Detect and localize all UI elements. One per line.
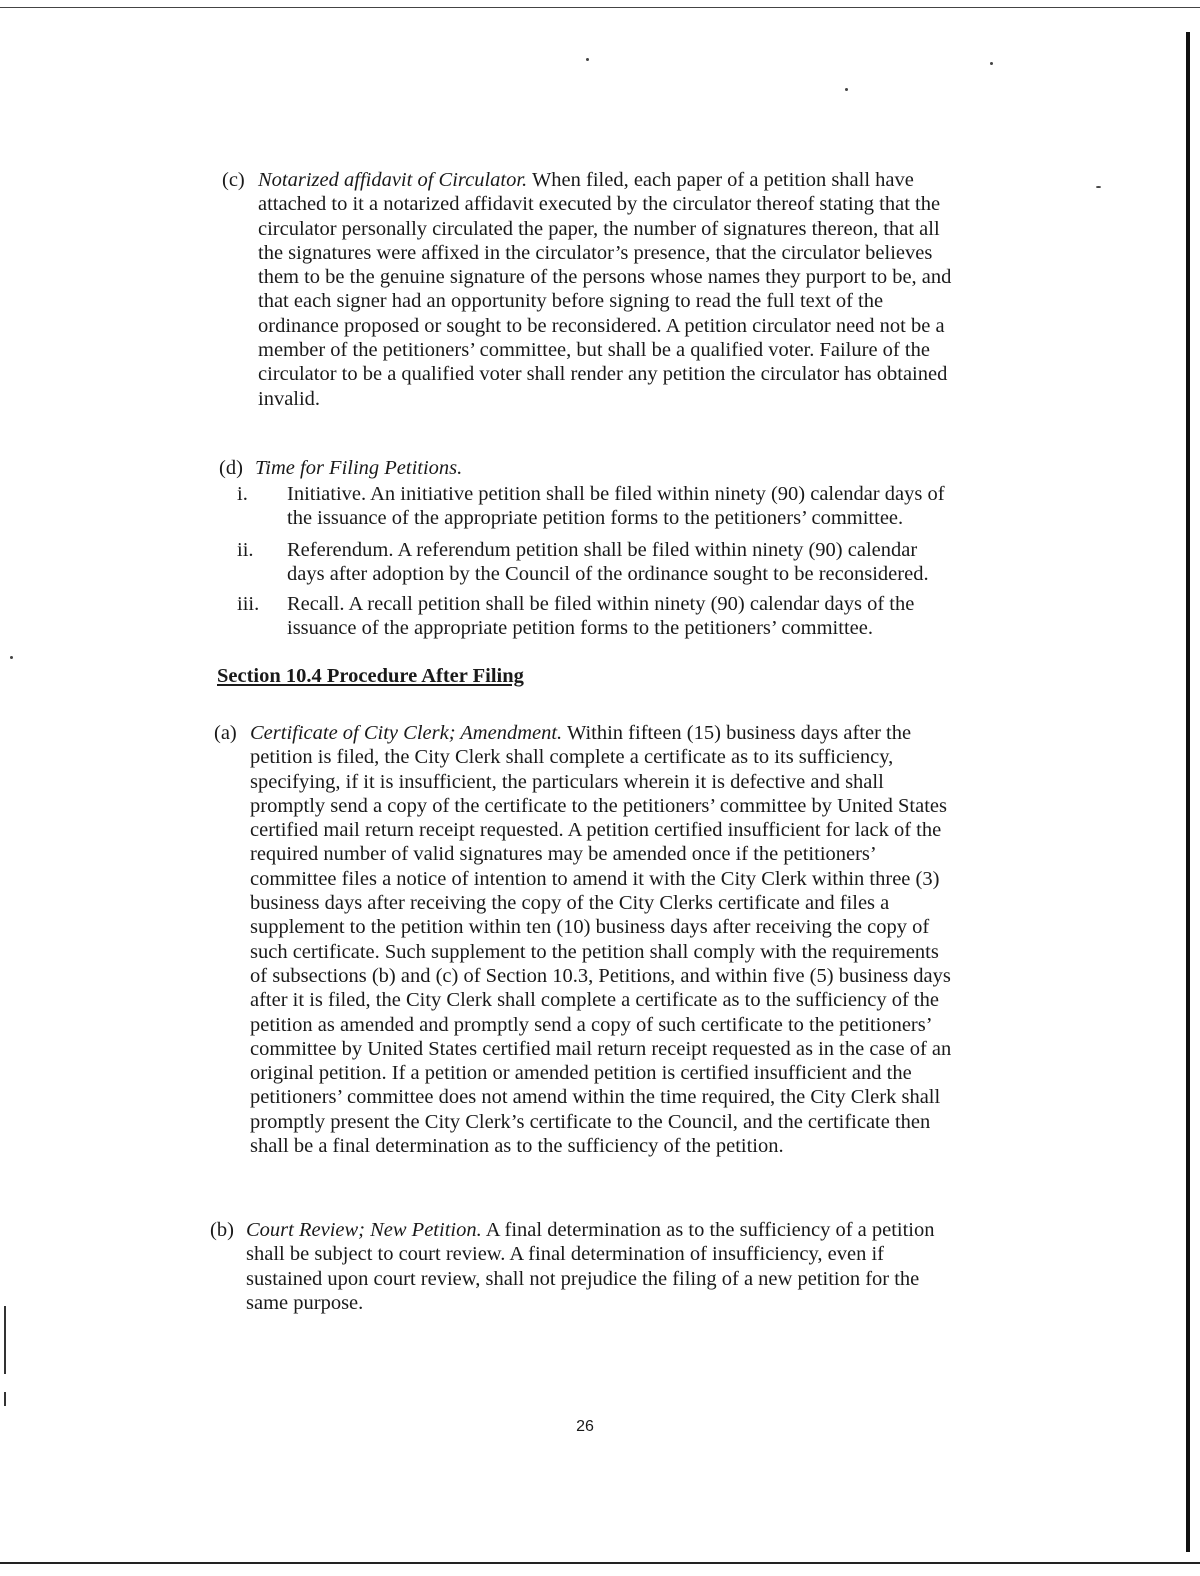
paragraph-line: committee files a notice of intention to amend it with the City Clerk within three (3)	[250, 867, 940, 890]
paragraph-line: business days after receiving the copy of the City Clerks certificate and files a	[250, 892, 890, 915]
paragraph-label: (a)	[214, 722, 237, 744]
paragraph-b	[210, 1218, 935, 1315]
paragraph-line: invalid.	[258, 387, 321, 410]
paragraph-line: certified mail return receipt requested. A petition certified insufficient for lack of the	[250, 819, 942, 842]
paragraph-line: circulator to be a qualified voter shall render any petition the circulator has obtained	[258, 363, 948, 386]
paragraph-line: petition is filed, the City Clerk shall complete a certificate as to its sufficiency,	[250, 746, 894, 769]
paragraph-line: required number of valid signatures may be amended once if the petitioners’	[250, 843, 877, 866]
scan-speck	[1096, 186, 1101, 188]
paragraph-a	[214, 721, 952, 1158]
scan-speck	[845, 88, 848, 91]
paragraph-line: petitioners’ committee does not amend within the time required, the City Clerk shall	[250, 1086, 941, 1109]
scan-speck	[10, 656, 13, 659]
page-number: 26	[576, 1418, 594, 1435]
list-numeral: i.	[237, 483, 248, 505]
paragraph-line: of subsections (b) and (c) of Section 10.3, Petitions, and within five (5) business days	[250, 964, 951, 987]
paragraph-line: circulator personally circulated the paper, the number of signatures thereon, that all	[258, 217, 940, 240]
list-line: Recall. A recall petition shall be filed within ninety (90) calendar days of the	[287, 593, 915, 615]
paragraph-line: that each signer had an opportunity before signing to read the full text of the	[258, 290, 884, 313]
bottom-scan-edge	[0, 1562, 1200, 1564]
paragraph-label: (b)	[210, 1219, 234, 1241]
top-scan-edge	[0, 7, 1200, 8]
left-scan-mark-small	[4, 1392, 6, 1406]
paragraph-line: shall be a final determination as to the sufficiency of the petition.	[250, 1135, 784, 1158]
paragraph-line: such certificate. Such supplement to the petition shall comply with the requirements	[250, 940, 939, 963]
list-item-referendum	[237, 538, 929, 587]
paragraph-first-line: Notarized affidavit of Circulator. When filed, each paper of a petition shall have	[258, 169, 914, 191]
section-heading: Section 10.4 Procedure After Filing	[217, 665, 524, 687]
list-item-recall	[237, 592, 915, 641]
paragraph-first-line: Certificate of City Clerk; Amendment. Within fifteen (15) business days after the	[250, 722, 912, 744]
paragraph-title: Court Review; New Petition.	[246, 1219, 482, 1241]
list-numeral: ii.	[237, 539, 254, 561]
list-line: Initiative. An initiative petition shall be filed within ninety (90) calendar days of	[287, 483, 945, 505]
paragraph-label: (c)	[222, 169, 245, 191]
paragraph-line: shall be subject to court review. A final determination of insufficiency, even if	[246, 1243, 884, 1266]
paragraph-title: Certificate of City Clerk; Amendment.	[250, 722, 563, 744]
list-line: issuance of the appropriate petition forms to the petitioners’ committee.	[287, 617, 873, 640]
right-scan-edge	[1186, 32, 1190, 1552]
paragraph-line: same purpose.	[246, 1291, 364, 1314]
paragraph-line: supplement to the petition within ten (10) business days after receiving the copy of	[250, 916, 930, 939]
paragraph-line: promptly present the City Clerk’s certificate to the Council, and the certificate then	[250, 1110, 931, 1133]
list-item-initiative	[237, 482, 945, 531]
list-numeral: iii.	[237, 593, 260, 615]
scan-speck	[586, 58, 589, 61]
paragraph-title: Notarized affidavit of Circulator.	[258, 169, 528, 191]
list-line: the issuance of the appropriate petition forms to the petitioners’ committee.	[287, 507, 904, 530]
paragraph-line: sustained upon court review, shall not prejudice the filing of a new petition for the	[246, 1267, 920, 1290]
paragraph-label: (d)	[219, 457, 243, 479]
paragraph-line: the signatures were affixed in the circulator’s presence, that the circulator believes	[258, 241, 933, 264]
paragraph-line: petition as amended and promptly send a copy of such certificate to the petitioners’	[250, 1013, 933, 1036]
paragraph-title: Time for Filing Petitions.	[255, 457, 463, 479]
paragraph-c	[222, 168, 952, 411]
paragraph-line: after it is filed, the City Clerk shall complete a certificate as to the sufficiency of the	[250, 989, 939, 1012]
paragraph-line: specifying, if it is insufficient, the particulars wherein it is defective and shall	[250, 770, 884, 793]
paragraph-line: member of the petitioners’ committee, but shall be a qualified voter. Failure of the	[258, 339, 930, 362]
paragraph-line: them to be the genuine signature of the persons whose names they purport to be, and	[258, 266, 952, 289]
list-line: Referendum. A referendum petition shall be filed within ninety (90) calendar	[287, 539, 918, 561]
paragraph-first-line: Court Review; New Petition. A final determination as to the sufficiency of a petition	[246, 1219, 935, 1241]
paragraph-line: committee by United States certified mail return receipt requested as in the case of an	[250, 1037, 952, 1060]
left-scan-mark	[4, 1306, 6, 1374]
paragraph-line: original petition. If a petition or amended petition is certified insufficient and the	[250, 1062, 912, 1085]
paragraph-line: attached to it a notarized affidavit executed by the circulator thereof stating that the	[258, 193, 941, 216]
paragraph-line: promptly send a copy of the certificate to the petitioners’ committee by United States	[250, 794, 947, 817]
paragraph-d	[219, 456, 463, 480]
paragraph-line: ordinance proposed or sought to be reconsidered. A petition circulator need not be a	[258, 314, 945, 337]
list-line: days after adoption by the Council of the ordinance sought to be reconsidered.	[287, 563, 929, 586]
scan-speck	[990, 62, 993, 65]
